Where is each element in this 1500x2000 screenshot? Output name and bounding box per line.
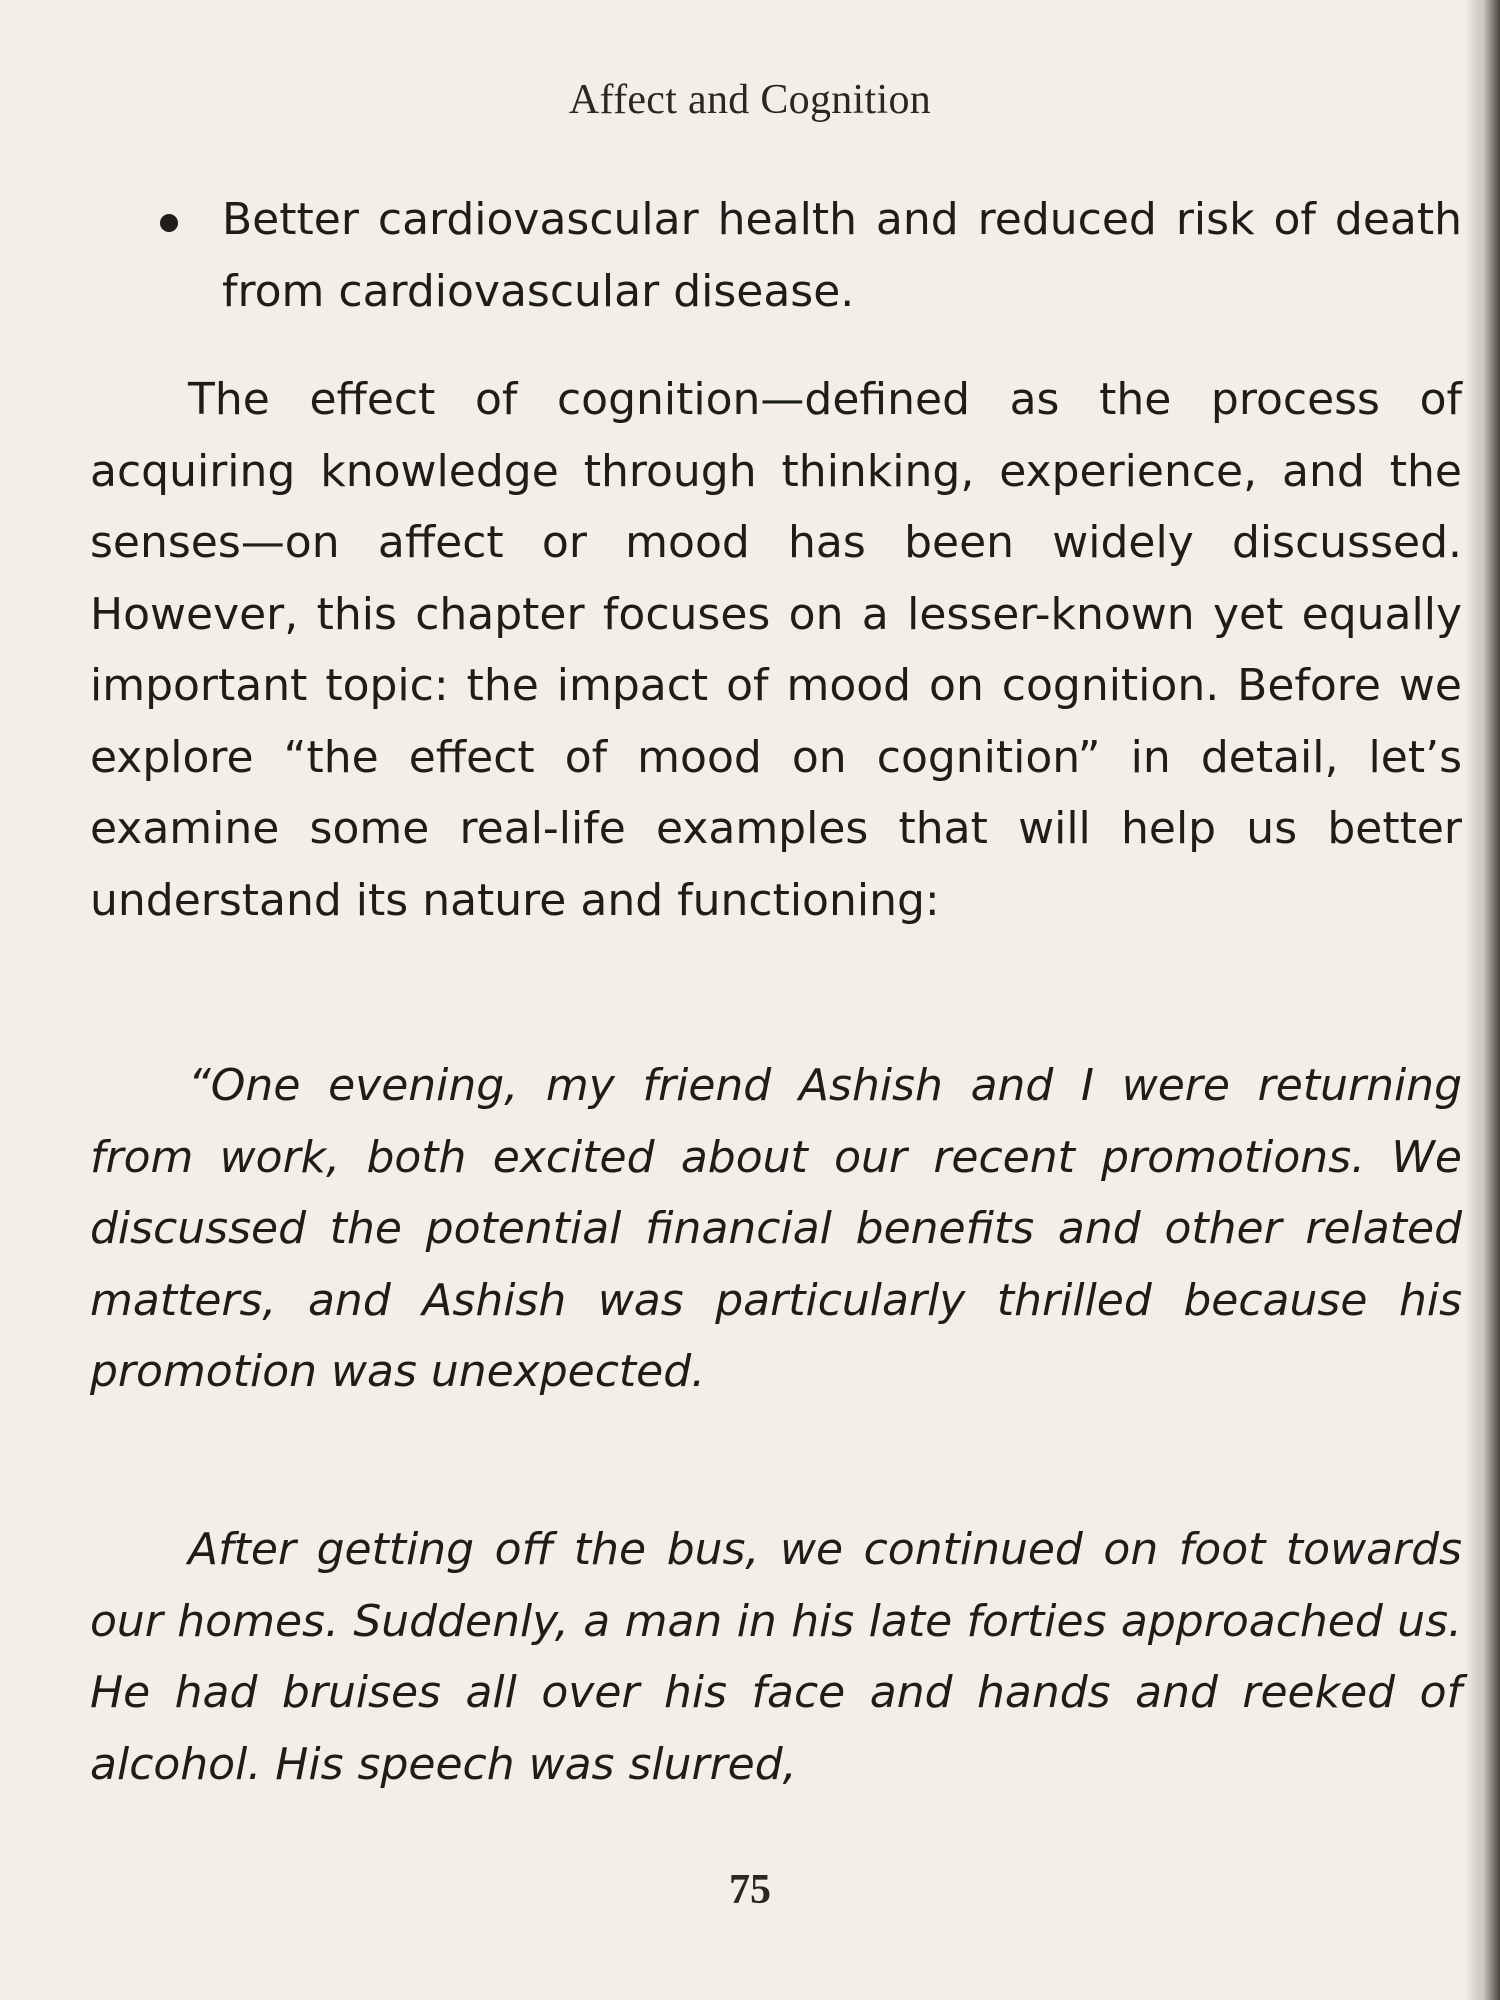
paragraph-example-continued: After getting off the bus, we continued on foot towards our homes. Suddenly, a man in his late forties approached us. He had bruises all over his face and hands and reeked of alcohol. His speech was slurred, [90, 1524, 1462, 1790]
bullet-item: Better cardiovascular health and reduced risk of death from cardiovascular disease. [222, 194, 1462, 317]
bullet-dot-icon [160, 214, 178, 232]
page-binding-shadow [1464, 0, 1500, 2000]
running-header: Affect and Cognition [568, 77, 932, 123]
paragraph-example-quote: “One evening, my friend Ashish and I were returning from work, both excited about our recent promotions. We discussed the potential financial benefits and other related matters, and Ashish was particularly thrilled because his promotion was unexpected. [90, 1060, 1462, 1397]
page-number: 75 [729, 1867, 771, 1913]
paragraph-intro: The effect of cognition—defined as the process of acquiring knowledge through thinking, experience, and the senses—on affect or mood has been widely discussed. However, this chapter focuses on a lesser-known yet equally important topic: the impact of mood on cognition. Before we explore “the effect of mood on cognition” in detail, let’s examine some real-life examples that will help us better understand its nature and functioning: [90, 374, 1462, 926]
